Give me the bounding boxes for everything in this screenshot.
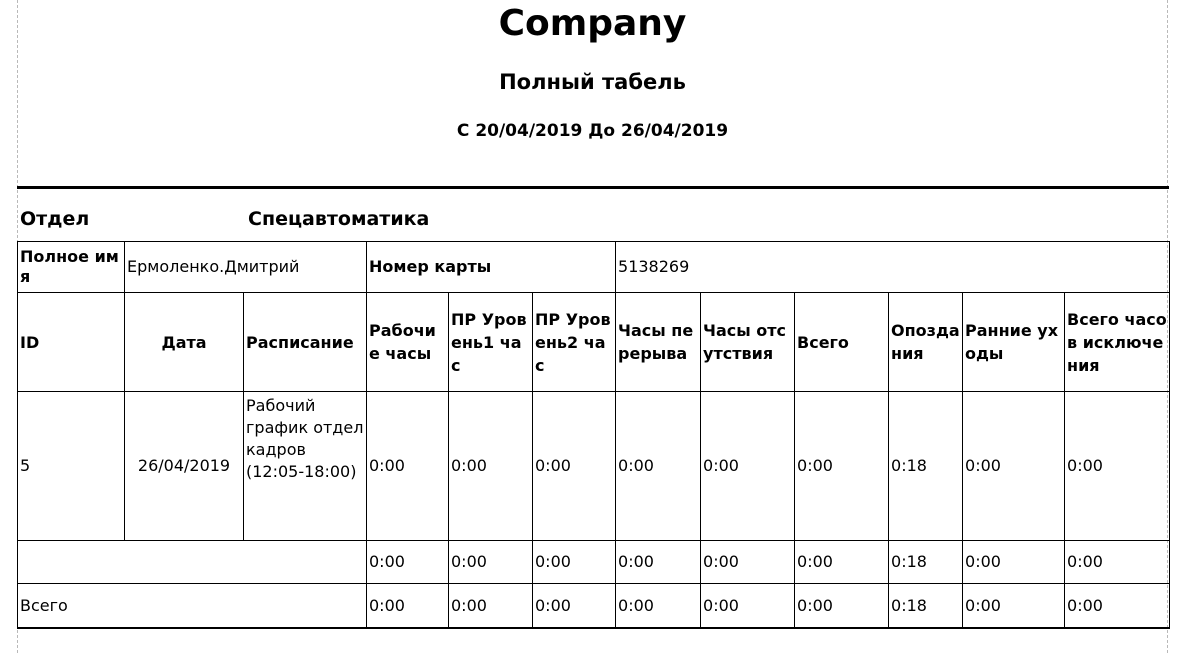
subtotal-cell: 0:00 (533, 541, 616, 584)
column-header: Дата (125, 293, 244, 392)
report-period: С 20/04/2019 До 26/04/2019 (456, 121, 729, 141)
card-number-label: Номер карты (367, 242, 616, 293)
department-label: Отдел (20, 208, 90, 230)
column-header: ПР Уровень1 час (449, 293, 533, 392)
full-name-label: Полное имя (18, 242, 125, 293)
timesheet-table (17, 241, 1170, 629)
column-header: ПР Уровень2 час (533, 293, 616, 392)
row-id: 5 (18, 392, 125, 541)
subtotal-cell: 0:00 (449, 541, 533, 584)
subtotal-cell: 0:00 (367, 541, 449, 584)
row-work-hours: 0:00 (367, 392, 449, 541)
row-late: 0:18 (889, 392, 963, 541)
column-header: Часы перерыва (616, 293, 701, 392)
row-date: 26/04/2019 (125, 392, 244, 541)
column-header: Часы отсутствия (701, 293, 795, 392)
total-cell: 0:00 (449, 584, 533, 629)
column-header: Расписание (244, 293, 367, 392)
column-header: Опоздания (889, 293, 963, 392)
row-absence-hours: 0:00 (701, 392, 795, 541)
total-cell: 0:00 (367, 584, 449, 629)
subtotal-cell: 0:00 (616, 541, 701, 584)
full-name-value: Ермоленко.Дмитрий (125, 242, 367, 293)
row-early-leave: 0:00 (963, 392, 1065, 541)
total-cell: 0:00 (616, 584, 701, 629)
company-name: Company (498, 3, 687, 44)
subtotal-cell: 0:00 (1065, 541, 1170, 584)
row-total: 0:00 (795, 392, 889, 541)
subtotal-cell: 0:00 (795, 541, 889, 584)
row-break-hours: 0:00 (616, 392, 701, 541)
subtotal-spacer (18, 541, 367, 584)
total-cell: 0:00 (1065, 584, 1170, 629)
column-header-row (18, 293, 1170, 392)
row-schedule: Рабочий график отдел кадров (12:05-18:00) (244, 392, 367, 541)
total-cell: 0:00 (533, 584, 616, 629)
header-divider (17, 186, 1169, 189)
subtotal-cell: 0:18 (889, 541, 963, 584)
subtotal-cell: 0:00 (701, 541, 795, 584)
total-cell: 0:18 (889, 584, 963, 629)
department-value: Спецавтоматика (248, 208, 430, 230)
report-title: Полный табель (499, 70, 686, 94)
column-header: Рабочие часы (367, 293, 449, 392)
card-number-value: 5138269 (616, 242, 1170, 293)
row-ot-level2: 0:00 (533, 392, 616, 541)
table-row (18, 392, 1170, 541)
subtotal-cell: 0:00 (963, 541, 1065, 584)
subtotal-row (18, 541, 1170, 584)
column-header: Всего часов исключения (1065, 293, 1170, 392)
employee-info-row (18, 242, 1170, 293)
total-cell: 0:00 (701, 584, 795, 629)
row-exception-total: 0:00 (1065, 392, 1170, 541)
total-cell: 0:00 (795, 584, 889, 629)
total-label: Всего (18, 584, 367, 629)
column-header: ID (18, 293, 125, 392)
total-cell: 0:00 (963, 584, 1065, 629)
column-header: Всего (795, 293, 889, 392)
column-header: Ранние уходы (963, 293, 1065, 392)
total-row (18, 584, 1170, 629)
row-ot-level1: 0:00 (449, 392, 533, 541)
